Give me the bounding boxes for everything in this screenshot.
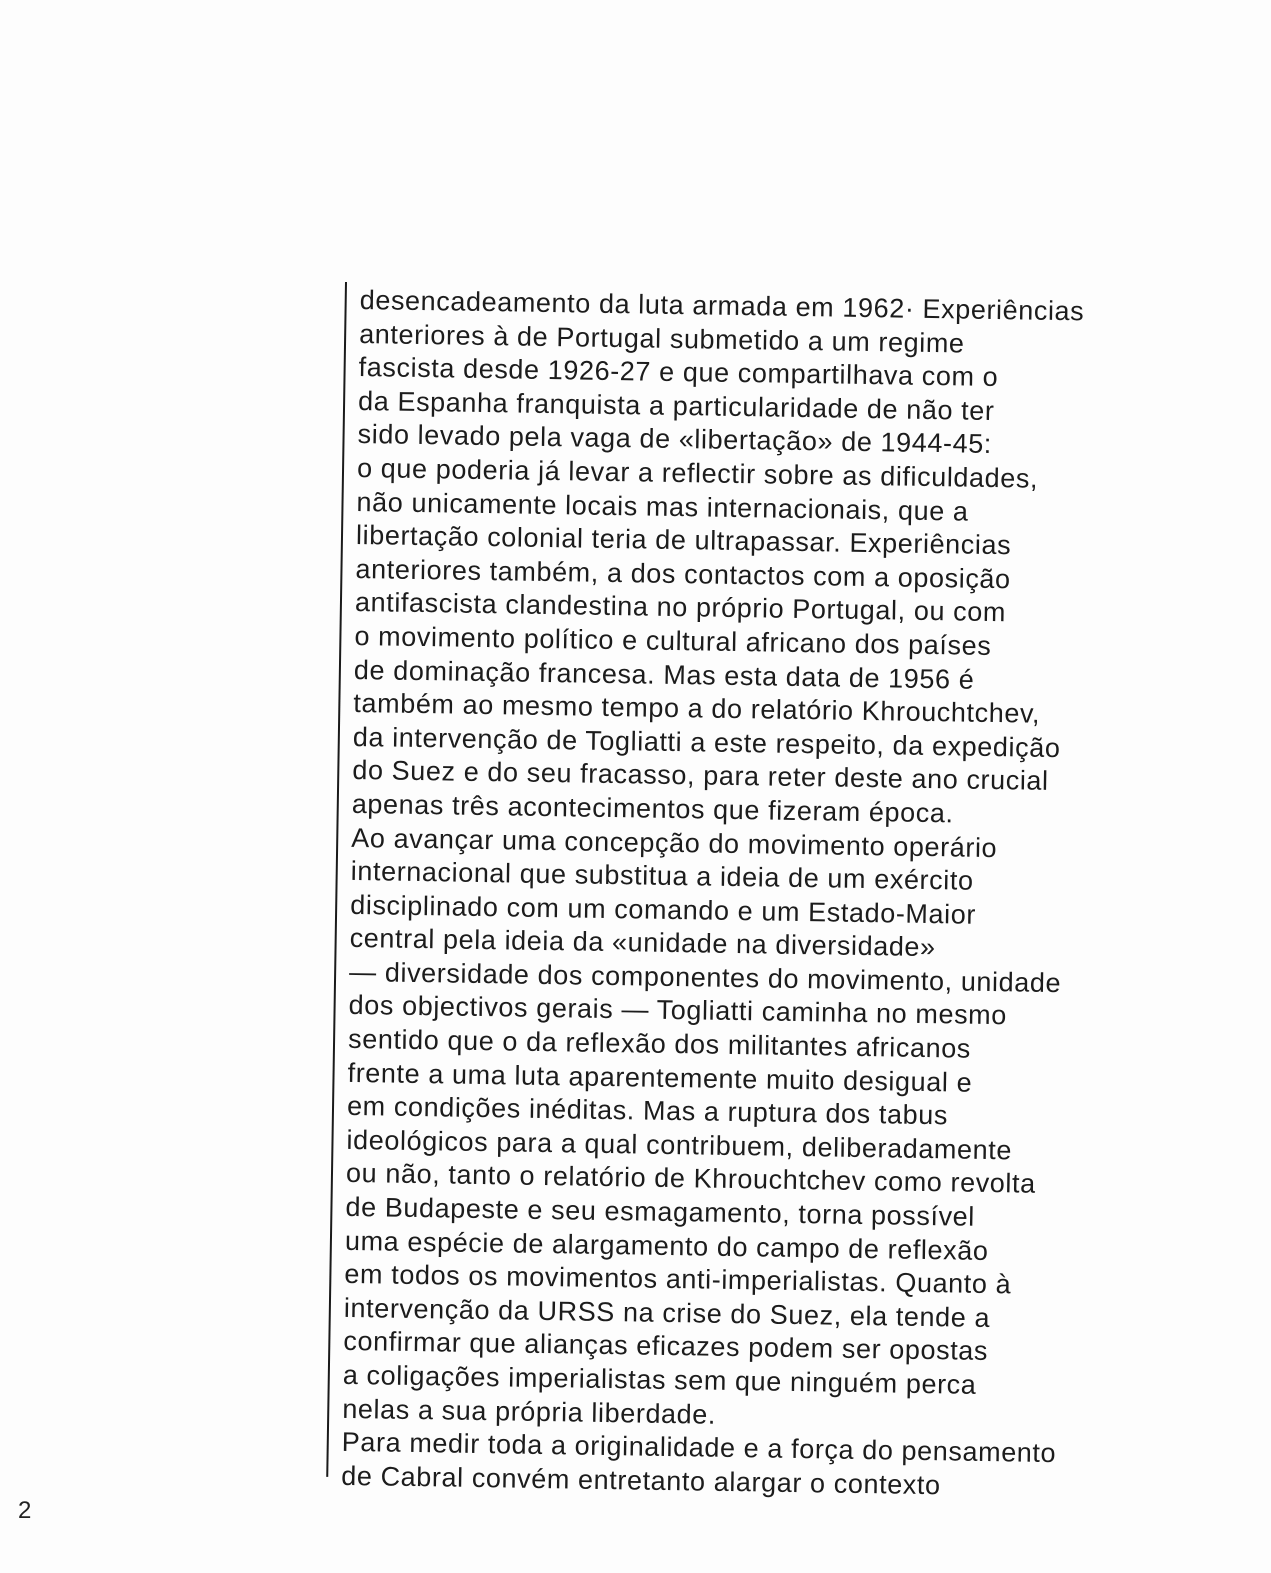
- text-line: não unicamente locais mas internacionais, que a: [356, 486, 969, 527]
- text-line: ideológicos para a qual contribuem, deliberadamente: [346, 1124, 1013, 1166]
- text-line: sentido que o da reflexão dos militantes africanos: [347, 1023, 972, 1064]
- text-line: Para medir toda a originalidade e a força do pensamento: [341, 1427, 1057, 1469]
- text-line: desencadeamento da luta armada em 1962· Experiências: [359, 284, 1085, 327]
- text-line: apenas três acontecimentos que fizeram época.: [351, 788, 954, 829]
- text-line: de Cabral convém entretanto alargar o contexto: [341, 1460, 941, 1501]
- text-line: antifascista clandestina no próprio Portugal, ou com: [354, 587, 1007, 628]
- text-line: da Espanha franquista a particularidade de não ter: [357, 385, 995, 426]
- text-line: frente a uma luta aparentemente muito desigual e: [347, 1057, 973, 1098]
- text-line: dos objectivos gerais — Togliatti caminha no mesmo: [348, 990, 1008, 1031]
- text-line: disciplinado com um comando e um Estado-Maior: [350, 889, 977, 930]
- text-line: do Suez e do seu fracasso, para reter deste ano crucial: [352, 755, 1049, 797]
- text-line: central pela ideia da «unidade na diversidade»: [349, 923, 936, 963]
- text-line: de dominação francesa. Mas esta data de 1956 é: [353, 654, 975, 695]
- text-line: da intervenção de Togliatti a este respeito, da expedição: [352, 721, 1061, 763]
- text-line: uma espécie de alargamento do campo de reflexão: [344, 1225, 989, 1266]
- text-line: também ao mesmo tempo a do relatório Khrouchtchev,: [353, 688, 1041, 729]
- text-line: em todos os movimentos anti-imperialistas. Quanto à: [344, 1259, 1012, 1300]
- text-line: internacional que substitua a ideia de um exército: [350, 856, 974, 896]
- text-line: libertação colonial teria de ultrapassar. Experiências: [355, 520, 1012, 561]
- text-line: sido levado pela vaga de «libertação» de 1944-45:: [357, 419, 993, 460]
- text-line: nelas a sua própria liberdade.: [342, 1393, 717, 1430]
- text-line: o que poderia já levar a reflectir sobre as dificuldades,: [356, 452, 1039, 494]
- text-line: o movimento político e cultural africano dos países: [354, 620, 992, 661]
- text-line: anteriores também, a dos contactos com a oposição: [355, 553, 1011, 595]
- text-line: em condições inéditas. Mas a ruptura dos tabus: [346, 1091, 949, 1131]
- text-line: a coligações imperialistas sem que ninguém perca: [342, 1359, 977, 1400]
- page-number: 2: [18, 1497, 32, 1524]
- text-line: Ao avançar uma concepção do movimento operário: [351, 822, 998, 863]
- text-line: ou não, tanto o relatório de Khrouchtchev como revolta: [345, 1158, 1036, 1200]
- text-line: anteriores à de Portugal submetido a um regime: [358, 318, 965, 359]
- text-line: de Budapeste e seu esmagamento, torna possível: [345, 1191, 976, 1232]
- text-line: intervenção da URSS na crise do Suez, ela tende a: [343, 1292, 991, 1333]
- text-line: fascista desde 1926-27 e que compartilhava com o: [358, 352, 999, 393]
- text-line: confirmar que alianças eficazes podem ser opostas: [343, 1326, 989, 1367]
- text-line: — diversidade dos componentes do movimento, unidade: [348, 956, 1062, 998]
- body-text: [341, 284, 1240, 1507]
